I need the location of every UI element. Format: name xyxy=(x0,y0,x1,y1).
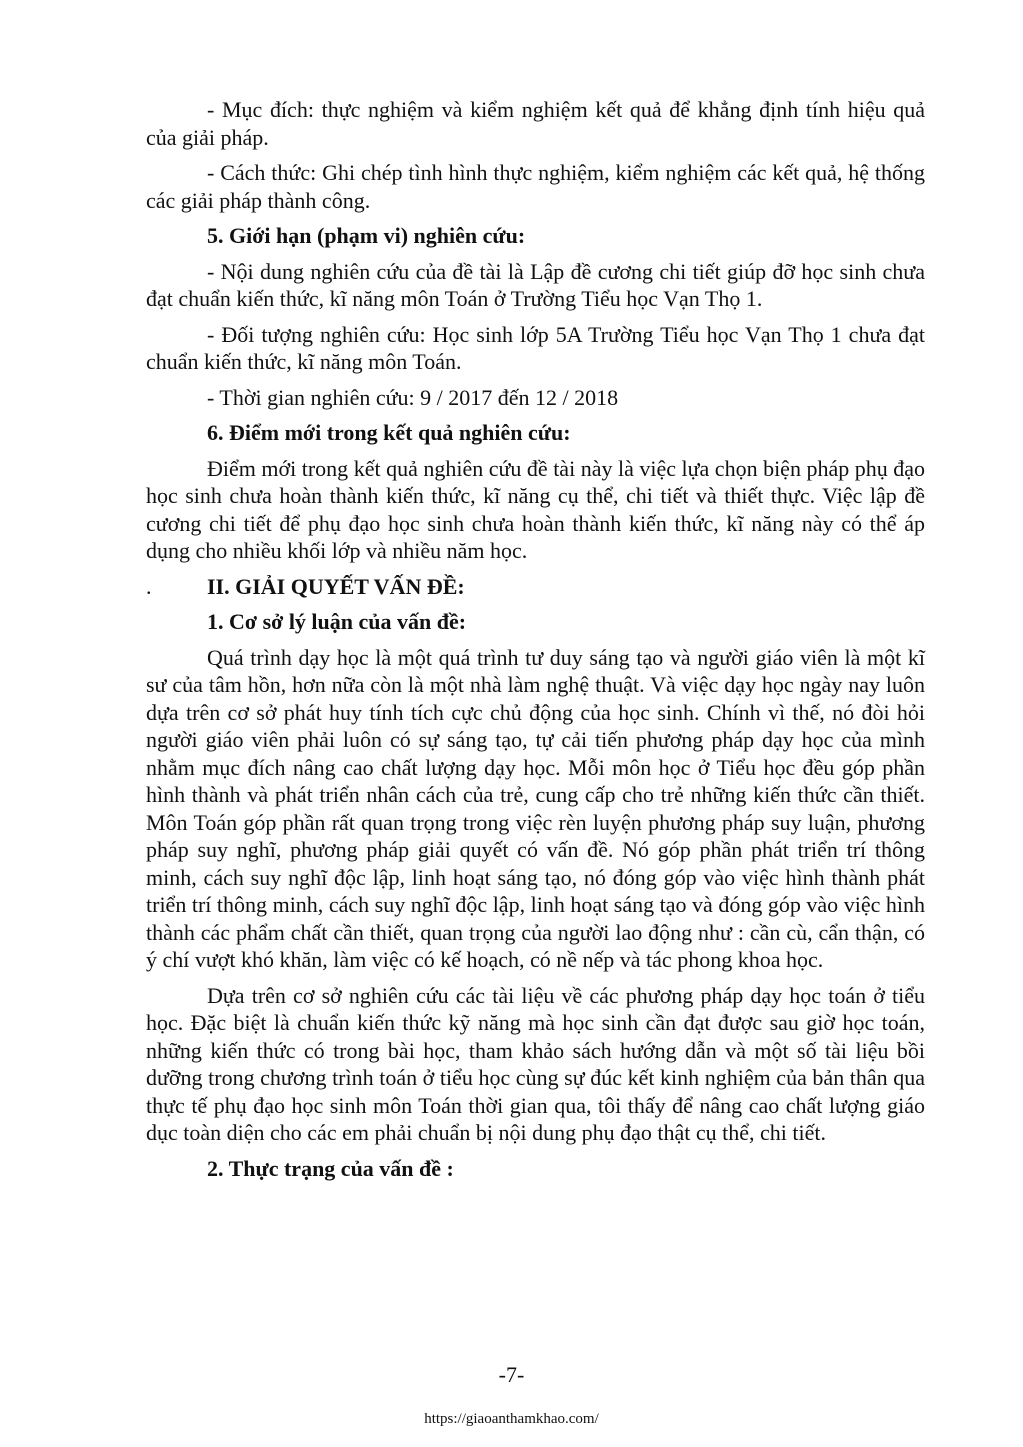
footer-url[interactable]: https://giaoanthamkhao.com/ xyxy=(424,1411,599,1427)
paragraph-research-time: - Thời gian nghiên cứu: 9 / 2017 đến 12 / 2018 xyxy=(207,384,619,410)
section-dot: . xyxy=(146,573,152,599)
paragraph-new-points: Điểm mới trong kết quả nghiên cứu đề tài này là việc lựa chọn biện pháp phụ đạo học sinh chưa hoàn thành kiến thức, kĩ năng cụ thể, chi tiết và thiết thực. Việc lập đề cương chi tiết để phụ đạo học sinh chưa hoàn thành kiến thức, kĩ năng này có thể áp dụng cho nhiều khối lớp và nhiều năm học. xyxy=(146,455,925,563)
section-II-title: II. GIẢI QUYẾT VẤN ĐỀ: xyxy=(207,573,465,599)
heading-new-points: 6. Điểm mới trong kết quả nghiên cứu: xyxy=(207,420,571,445)
heading-current-state: 2. Thực trạng của vấn đề : xyxy=(207,1155,454,1181)
heading-section-II xyxy=(146,573,925,601)
paragraph-purpose: - Mục đích: thực nghiệm và kiểm nghiệm kết quả để khẳng định tính hiệu quả của giải pháp. xyxy=(146,97,925,150)
paragraph-research-content: - Nội dung nghiên cứu của đề tài là Lập đề cương chi tiết giúp đỡ học sinh chưa đạt chuẩn kiến thức, kĩ năng môn Toán ở Trường Tiểu học Vạn Thọ 1. xyxy=(146,258,925,311)
heading-theory-basis: 1. Cơ sở lý luận của vấn đề: xyxy=(207,609,467,634)
paragraph-research-subject: - Đối tượng nghiên cứu: Học sinh lớp 5A Trường Tiểu học Vạn Thọ 1 chưa đạt chuẩn kiến thức, kĩ năng môn Toán. xyxy=(146,321,925,374)
paragraph-basis: Dựa trên cơ sở nghiên cứu các tài liệu về các phương pháp dạy học toán ở tiểu học. Đặc biệt là chuẩn kiến thức kỹ năng mà học sinh cần đạt được sau giờ học toán, những kiến thức có trong bài học, tham khảo sách hướng dẫn và một số tài liệu bồi dưỡng trong chương trình toán ở tiểu học cùng sự đúc kết kinh nghiệm của bản thân qua thực tế phụ đạo học sinh môn Toán thời gian qua, tôi thấy để nâng cao chất lượng giáo dục toàn diện cho các em phải chuẩn bị nội dung phụ đạo thật cụ thể, chi tiết. xyxy=(146,982,925,1145)
page-body xyxy=(146,96,925,1190)
heading-scope: 5. Giới hạn (phạm vi) nghiên cứu: xyxy=(207,223,526,248)
paragraph-method: - Cách thức: Ghi chép tình hình thực nghiệm, kiểm nghiệm các kết quả, hệ thống các giải pháp thành công. xyxy=(146,160,925,213)
paragraph-theory: Quá trình dạy học là một quá trình tư duy sáng tạo và người giáo viên là một kĩ sư của tâm hồn, hơn nữa còn là một nhà làm nghệ thuật. Và việc dạy học ngày nay luôn dựa trên cơ sở phát huy tính tích cực chủ động của học sinh. Chính vì thế, nó đòi hỏi người giáo viên phải luôn có sự sáng tạo, tự cải tiến phương pháp dạy học của mình nhằm mục đích nâng cao chất lượng dạy học. Mỗi môn học ở Tiểu học đều góp phần hình thành và phát triển nhân cách của trẻ, cung cấp cho trẻ những kiến thức cần thiết. Môn Toán góp phần rất quan trọng trong việc rèn luyện phương pháp suy luận, phương pháp suy nghĩ, phương pháp giải quyết có vấn đề. Nó góp phần phát triển trí thông minh, cách suy nghĩ độc lập, linh hoạt sáng tạo, nó đóng góp vào việc hình thành phát triển trí thông minh, cách suy nghĩ độc lập, linh hoạt sáng tạo và đóng góp vào việc hình thành các phẩm chất cần thiết, quan trọng của người lao động như : cần cù, cẩn thận, có ý chí vượt khó khăn, làm việc có kế hoạch, có nề nếp và tác phong khoa học. xyxy=(146,644,925,972)
page-number: -7- xyxy=(498,1362,525,1387)
